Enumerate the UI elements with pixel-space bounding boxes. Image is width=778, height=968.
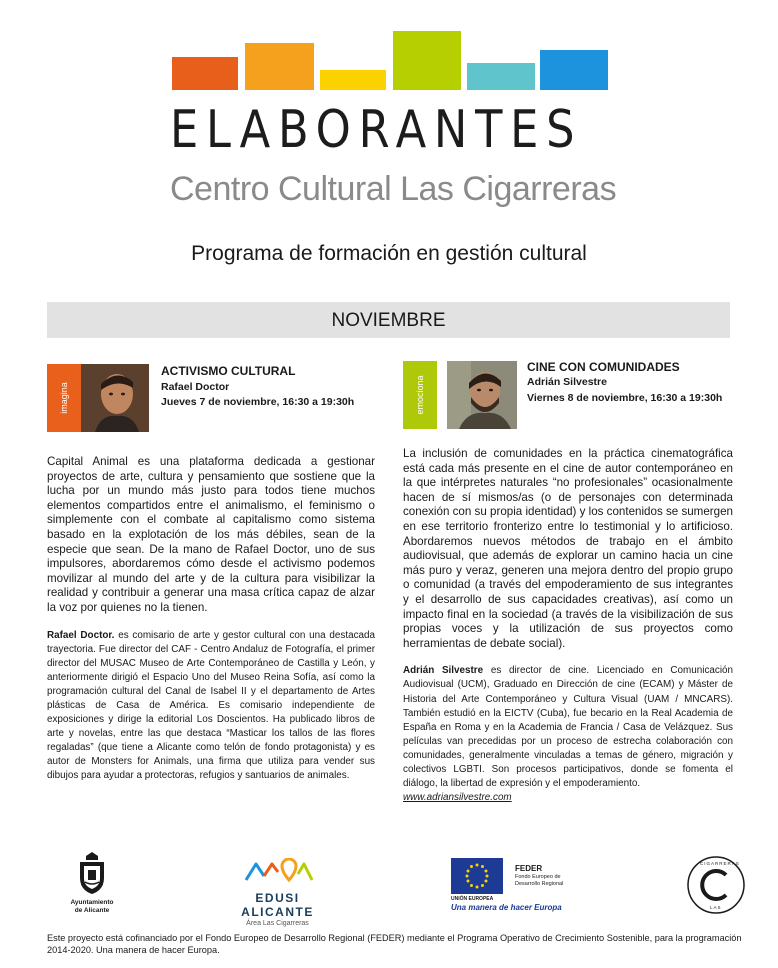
speaker-bio-text: es comisario de arte y gestor cultural con una destacada trayectoria. Fue director del CAF - Centro Andaluz de Fotografía, el primer director del MUSAC Museo de Arte Contemporáneo de Castilla y León, y anteriormente dirigió el Espacio Uno del Museo Reina Sofía, así como la programación cultural del Canal de Isabel II y el departamento de Artes plásticas de Casa de América. Es comisario independiente de exposiciones y dirige la editorial Los Doscientos. Ha publicado libros de arte y novelas, entre las que destaca “Masticar los tallos de las flores regaladas” (que tiene a Alicante como telón de fondo protagonista) y es autor de Monsters for Animals, una firma que utiliza para vender sus dibujos para ayudar a protectoras, refugios y santuarios de animales. [47, 629, 375, 782]
coat-of-arms-icon [76, 852, 108, 894]
ayuntamiento-label-2: de Alicante [74, 907, 110, 914]
color-bar-teal [467, 63, 535, 90]
speaker-photo-rafael-doctor [81, 364, 149, 432]
month-label: NOVIEMBRE [331, 310, 446, 331]
cigarreras-bottom-text: LAS [710, 905, 722, 910]
color-bar-amber [245, 43, 314, 90]
event-author: Rafael Doctor [161, 381, 230, 393]
event-column-left [47, 455, 375, 784]
edusi-logo [220, 858, 335, 927]
event-description: La inclusión de comunidades en la práctica cinematográfica está cada más presente en el cine de autor contemporáneo en la que intérpretes naturales “no profesionales” ocasionalmente hacen de sí mismos/as (o de personajes con determinada conexión con su propia identidad) y los contenidos se sumergen en ese territorio fronterizo entre lo testimonial y lo artificioso. Abordaremos nuevos métodos de trabajo en el ámbito audiovisual, que además de explorar un camino hacia un cine más puro y veraz, generen una mejora dentro del propio grupo o comunidad (a través del empoderamiento de sus integrantes y el desarrollo de sus capacidades creativas), así como un impacto final en la sociedad (a través de la visibilización de sus propias voces y la utilización de sus proyectos como herramientas de debate social). [403, 447, 733, 650]
feder-motto: Una manera de hacer Europa [451, 903, 562, 912]
edusi-mark-icon [242, 858, 314, 886]
color-bar-orange [172, 57, 238, 90]
speaker-website-link[interactable]: www.adriansilvestre.com [403, 792, 512, 804]
event-date: Jueves 7 de noviembre, 16:30 a 19:30h [161, 396, 355, 408]
eu-flag-icon [451, 858, 503, 894]
speaker-bio-name: Rafael Doctor. [47, 629, 115, 641]
speaker-bio [47, 629, 375, 784]
event-title: ACTIVISMO CULTURAL [161, 364, 296, 378]
event-date: Viernes 8 de noviembre, 16:30 a 19:30h [527, 392, 723, 404]
brand-subtitle: Centro Cultural Las Cigarreras [170, 170, 617, 208]
color-bar-lime [393, 31, 461, 90]
month-band [47, 302, 730, 338]
program-title: Programa de formación en gestión cultural [191, 242, 587, 265]
event-tag-imagina [47, 364, 81, 432]
brand-title: ELABORANTES [170, 100, 583, 160]
speaker-photo-adrian-silvestre [447, 361, 517, 429]
ayuntamiento-logo [62, 852, 122, 916]
event-tag-emociona [403, 361, 437, 429]
event-tag-label: imagina [59, 382, 69, 414]
union-europea-label: UNIÓN EUROPEA [451, 896, 494, 902]
speaker-bio-text: es director de cine. Licenciado en Comunicación Audiovisual (UCM), Graduado en Dirección de cine (ECAM) y Máster de Historia del Arte Contemporáneo y Cultura Visual (UAM / MNCARS). También estudió en la EICTV (Cuba), fue becario en la Real Academia de España en Roma y en la Academia de Francia / Casa de Velázquez. Sus películas van precedidas por un proceso de estrecha colaboración con comunidades, generalmente vinculadas a temas de género, migración y colectivos LGBTI. Son procesos participativos, donde se fomenta el diálogo, la libertad de expresión y el empoderamiento. [403, 665, 733, 790]
header-color-bars [0, 0, 778, 95]
las-cigarreras-logo [686, 855, 746, 915]
speaker-bio-name: Adrián Silvestre [403, 665, 484, 677]
event-title: CINE CON COMUNIDADES [527, 360, 680, 374]
event-column-right [403, 447, 733, 805]
speaker-bio [403, 664, 733, 791]
event-author: Adrián Silvestre [527, 376, 607, 388]
footer-funding-note: Este proyecto está cofinanciado por el Fondo Europeo de Desarrollo Regional (FEDER) mediante el Programa Operativo de Crecimiento Sostenible, para la programación 2014-2020. Una manera de hacer Europa. [47, 933, 742, 955]
feder-sub-1: Fondo Europeo de [515, 874, 561, 880]
edusi-title: EDUSI ALICANTE [241, 891, 314, 919]
cigarreras-top-text: CIGARRERAS [700, 861, 740, 866]
color-bar-yellow [320, 70, 386, 90]
feder-title: FEDER [515, 864, 543, 873]
portrait-icon [81, 364, 149, 432]
edusi-subtitle: Área Las Cigarreras [246, 920, 309, 927]
event-description: Capital Animal es una plataforma dedicada a gestionar proyectos de arte, cultura y pensamiento que sostiene que la lucha por un mundo más justo para todos tiene muchos elementos compartidos entre el animalismo, el feminismo o simplemente con el combate al capitalismo como sistema basado en la explotación de los más débiles, sean de la especie que sean. De la mano de Rafael Doctor, uno de sus impulsores, abordaremos cómo desde el activismo podemos movilizar al mundo del arte y de la cultura para visibilizar la realidad y contribuir a generar una masa crítica capaz de alzar la voz por quienes no la tienen. [47, 455, 375, 614]
event-tag-label: emociona [415, 375, 425, 415]
ayuntamiento-label-1: Ayuntamiento [70, 899, 114, 906]
color-bar-blue [540, 50, 608, 90]
portrait-icon [447, 361, 517, 429]
feder-logo [451, 858, 581, 914]
feder-sub-2: Desarrollo Regional [515, 881, 564, 887]
